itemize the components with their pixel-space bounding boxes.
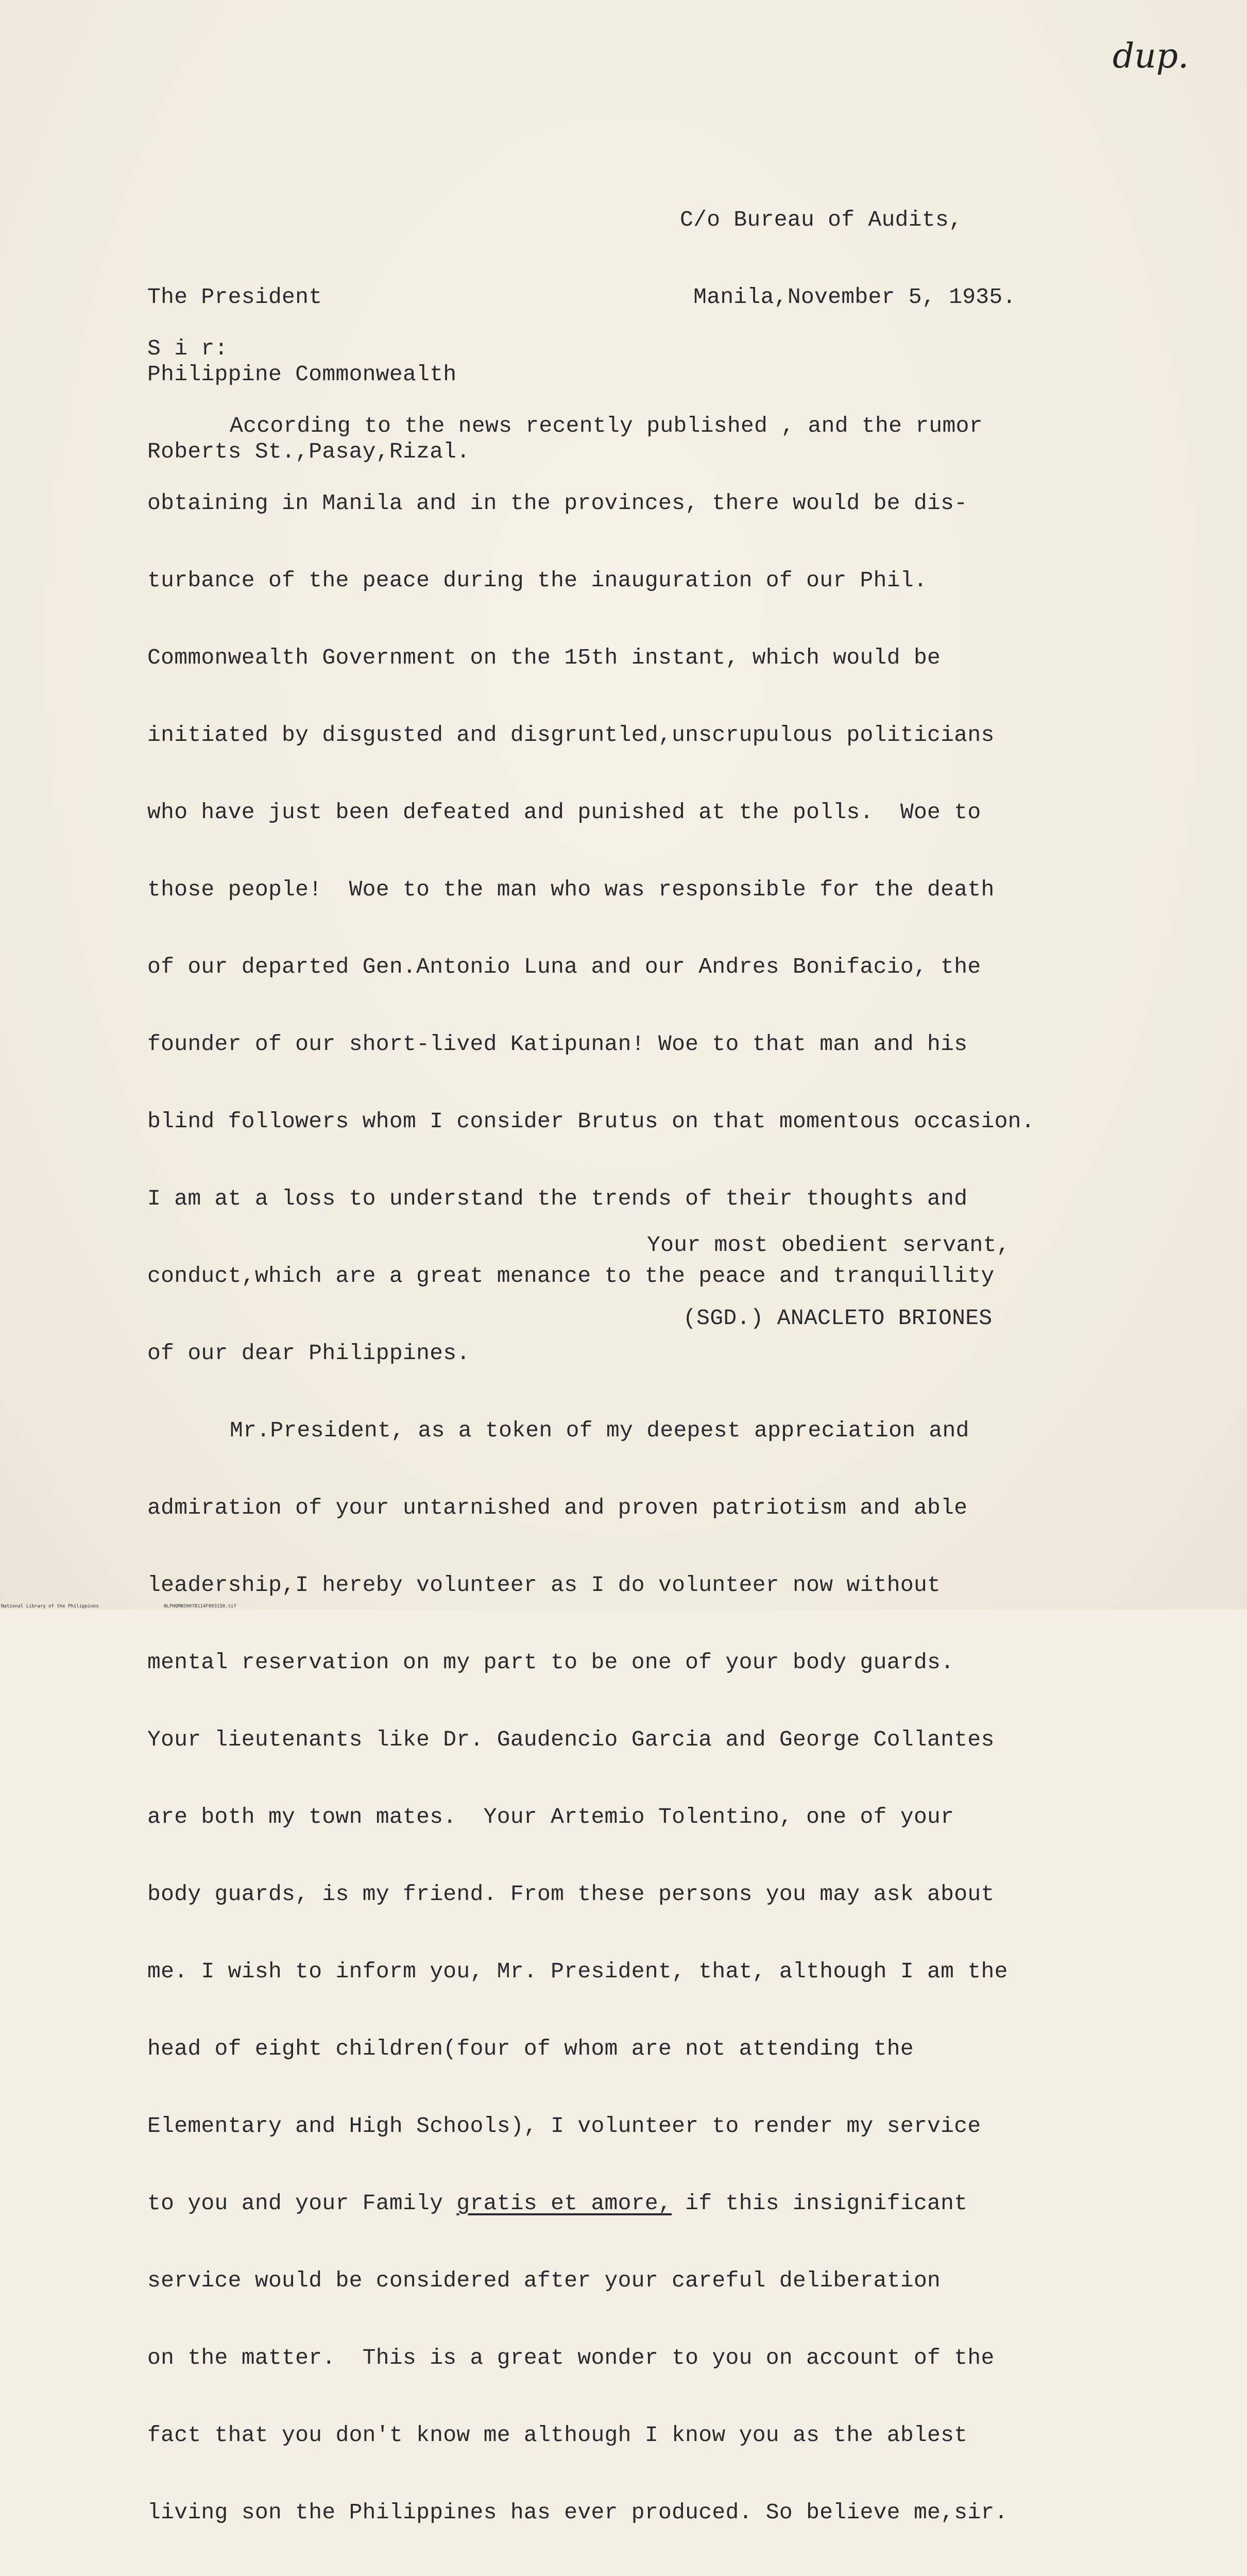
body-line: leadership,I hereby volunteer as I do volunteer now without (147, 1572, 941, 1598)
body-line: are both my town mates. Your Artemio Tolentino, one of your (147, 1804, 954, 1829)
body-line: blind followers whom I consider Brutus on that momentous occasion. (147, 1109, 1035, 1134)
body-line: founder of our short-lived Katipunan! Woe to that man and his (147, 1031, 968, 1057)
archive-footer-file: NLPHQMN5007B114F093150.tif (164, 1604, 236, 1609)
body-line: admiration of your untarnished and proven patriotism and able (147, 1495, 968, 1520)
body-line: service would be considered after your careful deliberation (147, 2268, 941, 2293)
body-line: According to the news recently published , and the rumor (230, 413, 983, 438)
body-line: conduct,which are a great menance to the peace and tranquillity (147, 1263, 995, 1289)
latin-phrase: gratis et amore, (456, 2191, 672, 2216)
recipient-line: Roberts St.,Pasay,Rizal. (147, 439, 470, 464)
body-line: turbance of the peace during the inauguration of our Phil. (147, 568, 928, 593)
complimentary-close: Your most obedient servant, (647, 1232, 1010, 1258)
body-line: Commonwealth Government on the 15th instant, which would be (147, 645, 941, 670)
body-line: me. I wish to inform you, Mr. President, that, although I am the (147, 1959, 1008, 1984)
body-line: I am at a loss to understand the trends of their thoughts and (147, 1186, 968, 1211)
body-line: Elementary and High Schools), I volunteer to render my service (147, 2113, 981, 2139)
body-line: head of eight children(four of whom are not attending the (147, 2036, 914, 2061)
letter-body (147, 362, 1035, 2576)
body-line: Mr.President, as a token of my deepest appreciation and (230, 1418, 969, 1443)
body-line: those people! Woe to the man who was responsible for the death (147, 877, 995, 902)
body-line: mental reservation on my part to be one of your body guards. (147, 1650, 954, 1675)
body-line: of our dear Philippines. (147, 1341, 470, 1366)
archive-footer-library: National Library of the Philippines (1, 1604, 99, 1609)
body-text: if this insignificant (672, 2191, 968, 2216)
recipient-line: The President (147, 284, 322, 310)
body-line: initiated by disgusted and disgruntled,unscrupulous politicians (147, 722, 995, 748)
body-line: of our departed Gen.Antonio Luna and our Andres Bonifacio, the (147, 954, 981, 979)
body-line-with-latin-phrase (147, 2191, 1035, 2216)
body-line: fact that you don't know me although I know you as the ablest (147, 2422, 968, 2448)
body-line: obtaining in Manila and in the provinces, there would be dis- (147, 490, 968, 516)
body-text: to you and your Family (147, 2191, 457, 2216)
sender-date-line: Manila,November 5, 1935. (680, 284, 1016, 310)
body-line: living son the Philippines has ever produced. So believe me,sir. (147, 2500, 1008, 2525)
body-line: Your lieutenants like Dr. Gaudencio Garcia and George Collantes (147, 1727, 995, 1752)
handwritten-note: dup. (1113, 36, 1189, 76)
body-line: body guards, is my friend. From these persons you may ask about (147, 1882, 995, 1907)
signature-block: (SGD.) ANACLETO BRIONES (683, 1306, 993, 1331)
body-line: who have just been defeated and punished at the polls. Woe to (147, 800, 981, 825)
sender-address (680, 156, 1016, 362)
body-line: on the matter. This is a great wonder to you on account of the (147, 2345, 995, 2370)
sender-line: C/o Bureau of Audits, (680, 207, 963, 232)
recipient-line: Philippine Commonwealth (147, 362, 457, 387)
salutation: S i r: (147, 336, 228, 361)
